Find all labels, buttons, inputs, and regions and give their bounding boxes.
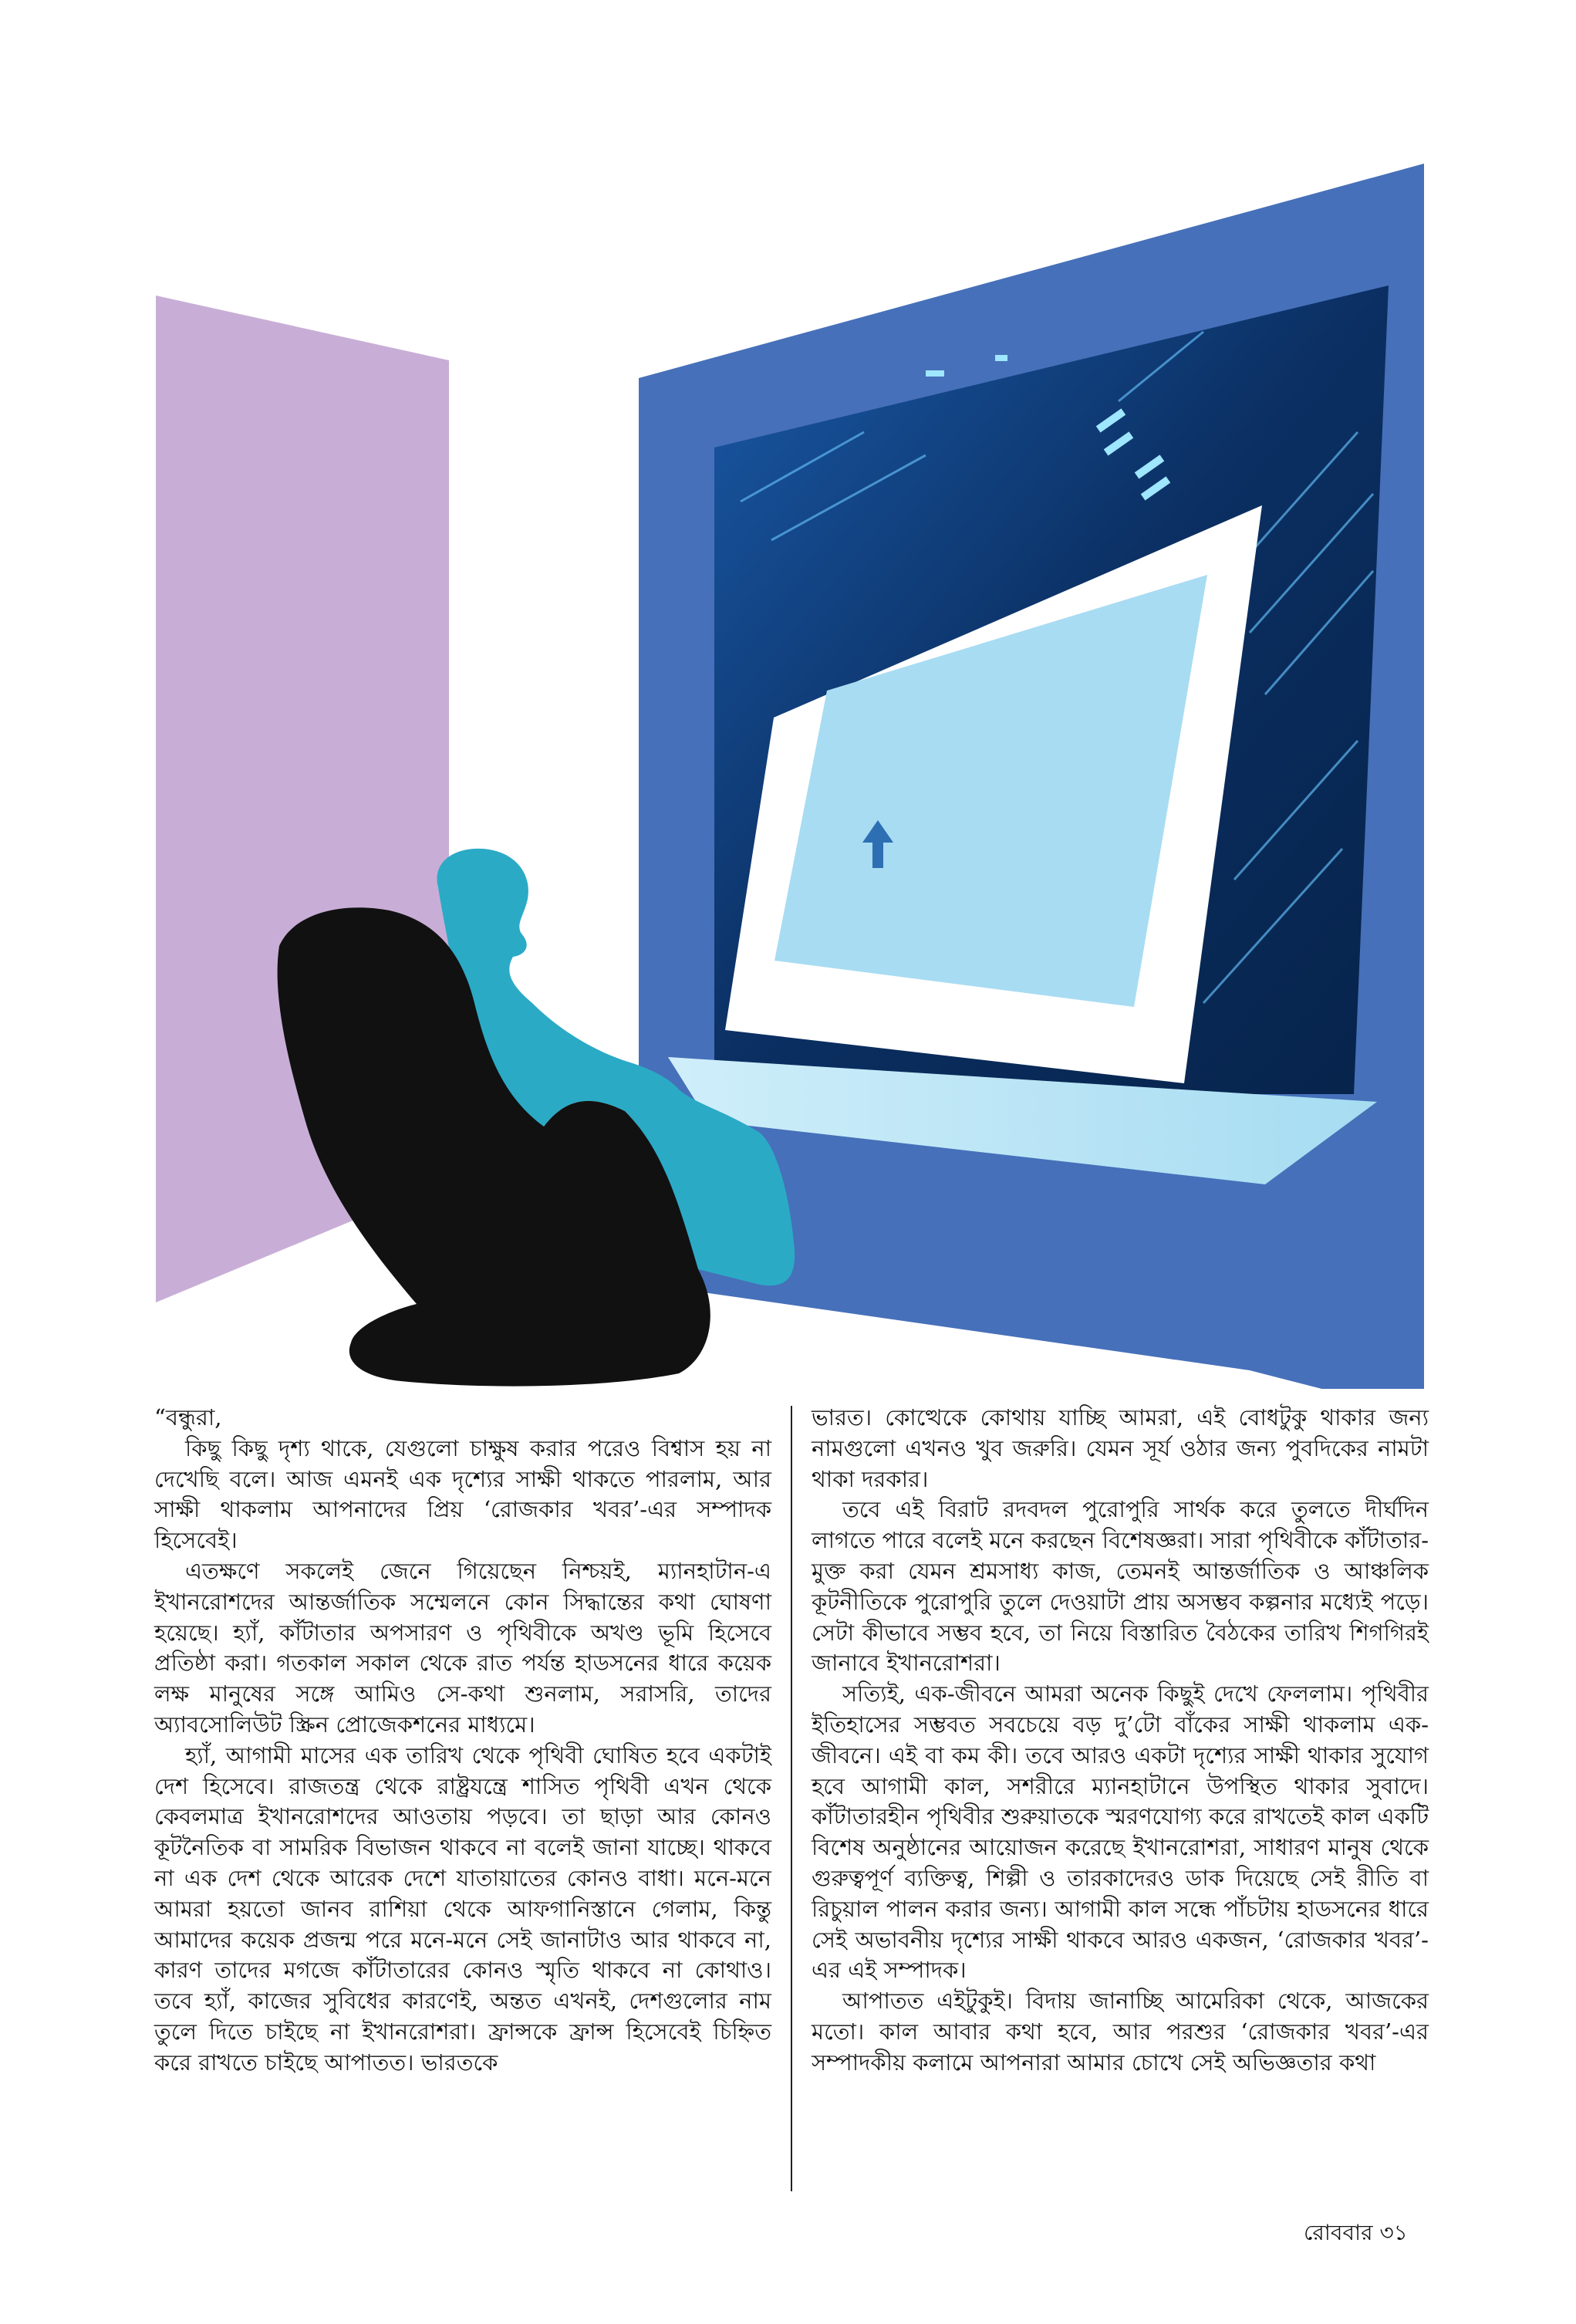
article-paragraph: আপাতত এইটুকুই। বিদায় জানাচ্ছি আমেরিকা থেকে, আজকের মতো। কাল আবার কথা হবে, আর পরশুর ‘রোজকার খবর’-এর সম্পাদকীয় কলামে আপনারা আমার চোখে সেই অভিজ্ঞতার কথা [812,1988,1429,2076]
article-paragraph: হ্যাঁ, আগামী মাসের এক তারিখ থেকে পৃথিবী ঘোষিত হবে একটাই দেশ হিসেবে। রাজতন্ত্র থেকে রাষ্ট্রযন্ত্রে শাসিত পৃথিবী এখন থেকে কেবলমাত্র ইখানরোশদের আওতায় পড়বে। তা ছাড়া আর কোনও কূটনৈতিক বা সামরিক বিভাজন থাকবে না বলেই জানা যাচ্ছে। থাকবে না এক দেশ থেকে আরেক দেশে যাতায়াতের কোনও বাধা। মনে-মনে আমরা হয়তো জানব রাশিয়া থেকে আফগানিস্তানে গেলাম, কিন্তু আমাদের কয়েক প্রজন্ম পরে মনে-মনে সেই জানাটাও আর থাকবে না, কারণ তাদের মগজে কাঁটাতারের কোনও স্মৃতি থাকবে না কোথাও। তবে হ্যাঁ, কাজের সুবিধের কারণেই, অন্তত এখনই, দেশগুলোর নাম তুলে দিতে চাইছে না ইখানরোশরা। ফ্রান্সকে ফ্রান্স হিসেবেই চিহ্নিত করে রাখতে চাইছে আপাতত। ভারতকে [154,1741,771,2076]
article-salutation: “বন্ধুরা, [154,1404,222,1431]
column-divider [791,1406,792,2191]
article-paragraph: তবে এই বিরাট রদবদল পুরোপুরি সার্থক করে তুলতে দীর্ঘদিন লাগতে পারে বলেই মনে করছেন বিশেষজ্ঞরা। সারা পৃথিবীকে কাঁটাতার-মুক্ত করা যেমন শ্রমসাধ্য কাজ, তেমনই আন্তর্জাতিক ও আঞ্চলিক কূটনীতিকে পুরোপুরি তুলে দেওয়াটা প্রায় অসম্ভব কল্পনার মধ্যেই পড়ে। সেটা কীভাবে সম্ভব হবে, তা নিয়ে বিস্তারিত বৈঠকের তারিখ শিগগিরই জানাবে ইখানরোশরা। [812,1496,1429,1677]
article-column-left [154,1403,771,2079]
article-paragraph-continued: ভারত। কোত্থেকে কোথায় যাচ্ছি আমরা, এই বোধটুকু থাকার জন্য নামগুলো এখনও খুব জরুরি। যেমন সূর্য ওঠার জন্য পুবদিকের নামটা থাকা দরকার। [812,1404,1429,1492]
page-footer-label: রোববার ৩১ [1304,2220,1408,2245]
article-paragraph: এতক্ষণে সকলেই জেনে গিয়েছেন নিশ্চয়ই, ম্যানহাটান-এ ইখানরোশদের আন্তর্জাতিক সম্মেলনে কোন সিদ্ধান্তের কথা ঘোষণা হয়েছে। হ্যাঁ, কাঁটাতার অপসারণ ও পৃথিবীকে অখণ্ড ভূমি হিসেবে প্রতিষ্ঠা করা। গতকাল সকাল থেকে রাত পর্যন্ত হাডসনের ধারে কয়েক লক্ষ মানুষের সঙ্গে আমিও সে-কথা শুনলাম, সরাসরি, তাদের অ্যাবসোলিউট স্ক্রিন প্রোজেকশনের মাধ্যমে। [154,1557,771,1738]
article-paragraph: সত্যিই, এক-জীবনে আমরা অনেক কিছুই দেখে ফেললাম। পৃথিবীর ইতিহাসের সম্ভবত সবচেয়ে বড় দু’টো বাঁকের সাক্ষী থাকলাম এক-জীবনে। এই বা কম কী। তবে আরও একটা দৃশ্যের সাক্ষী থাকার সুযোগ হবে আগামী কাল, সশরীরে ম্যানহাটানে উপস্থিত থাকার সুবাদে। কাঁটাতারহীন পৃথিবীর শুরুয়াতকে স্মরণযোগ্য করে রাখতেই কাল একটি বিশেষ অনুষ্ঠানের আয়োজন করেছে ইখানরোশরা, সাধারণ মানুষ থেকে গুরুত্বপূর্ণ ব্যক্তিত্ব, শিল্পী ও তারকাদেরও ডাক দিয়েছে সেই রীতি বা রিচুয়াল পালন করার জন্য। আগামী কাল সন্ধে পাঁচটায় হাডসনের ধারে সেই অভাবনীয় দৃশ্যের সাক্ষী থাকবে আরও একজন, ‘রোজকার খবর’-এর এই সম্পাদক। [812,1681,1429,1984]
article-paragraph: কিছু কিছু দৃশ্য থাকে, যেগুলো চাক্ষুষ করার পরেও বিশ্বাস হয় না দেখেছি বলে। আজ এমনই এক দৃশ্যের সাক্ষী থাকতে পারলাম, আর সাক্ষী থাকলাম আপনাদের প্রিয় ‘রোজকার খবর’-এর সম্পাদক হিসেবেই। [154,1434,771,1554]
article-column-right [812,1403,1429,2079]
